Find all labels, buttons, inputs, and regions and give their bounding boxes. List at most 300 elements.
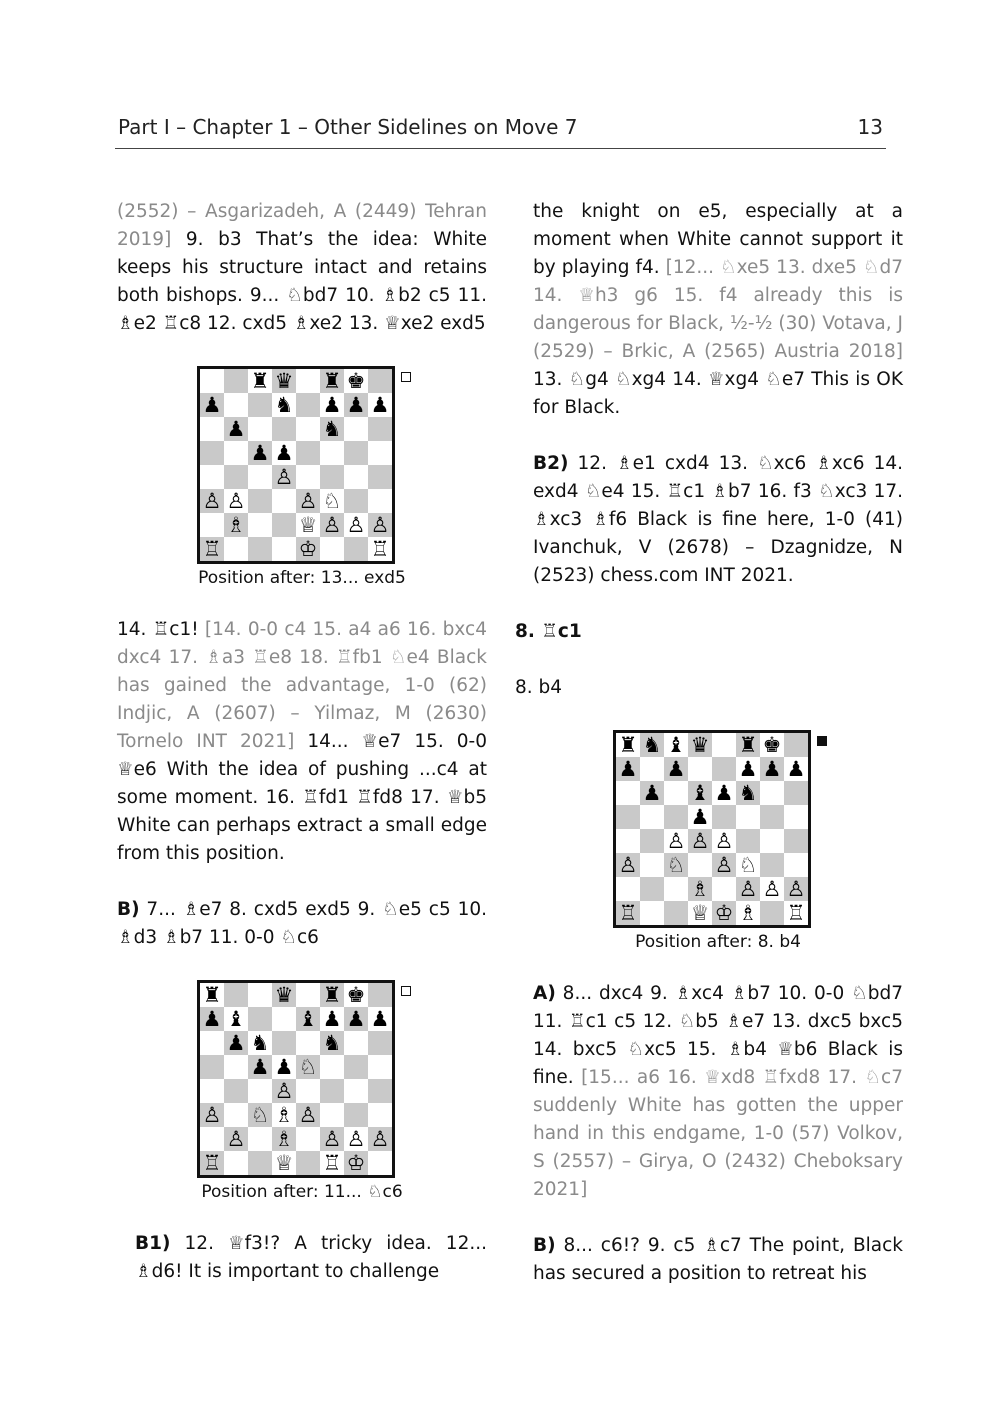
square-c4 — [248, 465, 272, 489]
square-d6 — [272, 1031, 296, 1055]
square-h5 — [368, 1055, 392, 1079]
square-a3 — [616, 853, 640, 877]
black-pawn-icon: ♟ — [738, 757, 758, 781]
square-c7 — [248, 1007, 272, 1031]
white-king-icon: ♔ — [346, 1151, 366, 1175]
square-b3 — [224, 489, 248, 513]
square-h1 — [784, 901, 808, 925]
square-d6 — [688, 781, 712, 805]
label-text: B1) — [135, 1233, 171, 1254]
square-f1 — [736, 901, 760, 925]
square-d5 — [688, 805, 712, 829]
black-pawn-icon: ♟ — [370, 393, 390, 417]
square-e8 — [296, 983, 320, 1007]
square-e5 — [296, 441, 320, 465]
square-f5 — [320, 441, 344, 465]
square-h1 — [368, 1151, 392, 1175]
square-g5 — [344, 1055, 368, 1079]
black-rook-icon: ♜ — [322, 369, 342, 393]
square-e5 — [712, 805, 736, 829]
square-e7 — [296, 393, 320, 417]
square-h2 — [784, 877, 808, 901]
square-c7 — [664, 757, 688, 781]
square-f4 — [320, 465, 344, 489]
square-g4 — [344, 465, 368, 489]
white-rook-icon: ♖ — [202, 537, 222, 561]
square-e6 — [296, 417, 320, 441]
square-e2 — [712, 877, 736, 901]
square-d4 — [688, 829, 712, 853]
square-g5 — [344, 441, 368, 465]
square-b4 — [224, 465, 248, 489]
square-e3 — [712, 853, 736, 877]
square-c1 — [664, 901, 688, 925]
square-b7 — [224, 1007, 248, 1031]
square-e4 — [296, 1079, 320, 1103]
square-h6 — [368, 417, 392, 441]
white-king-icon: ♔ — [714, 901, 734, 925]
white-queen-icon: ♕ — [274, 1151, 294, 1175]
square-d2 — [272, 1127, 296, 1151]
square-c3 — [248, 1103, 272, 1127]
chessboard — [613, 730, 811, 928]
square-d2 — [688, 877, 712, 901]
move-text: 12. ♕f3!? A tricky idea. 12... ♗d6! It is important to challenge — [135, 1233, 487, 1282]
black-rook-icon: ♜ — [202, 983, 222, 1007]
square-c5 — [248, 441, 272, 465]
black-knight-icon: ♞ — [322, 1031, 342, 1055]
running-header — [115, 112, 886, 149]
square-b8 — [224, 983, 248, 1007]
black-pawn-icon: ♟ — [714, 781, 734, 805]
move-text: the knight on e5, especially at a moment when White cannot support it by playing f4. — [533, 201, 903, 278]
square-c1 — [248, 1151, 272, 1175]
square-b6 — [640, 781, 664, 805]
square-f4 — [736, 829, 760, 853]
square-a5 — [200, 1055, 224, 1079]
square-b6 — [224, 417, 248, 441]
square-h2 — [368, 1127, 392, 1151]
square-f2 — [320, 1127, 344, 1151]
square-g5 — [760, 805, 784, 829]
square-f7 — [320, 1007, 344, 1031]
chessboard — [197, 980, 395, 1178]
square-g8 — [344, 369, 368, 393]
square-f8 — [320, 369, 344, 393]
square-g2 — [760, 877, 784, 901]
square-e3 — [296, 489, 320, 513]
square-h2 — [368, 513, 392, 537]
right-column — [515, 198, 904, 1288]
square-a4 — [200, 465, 224, 489]
square-h3 — [784, 853, 808, 877]
black-knight-icon: ♞ — [250, 1031, 270, 1055]
square-b3 — [640, 853, 664, 877]
square-b7 — [224, 393, 248, 417]
square-b5 — [224, 441, 248, 465]
square-g3 — [344, 489, 368, 513]
square-e2 — [296, 513, 320, 537]
white-pawn-icon: ♙ — [298, 1103, 318, 1127]
white-pawn-icon: ♙ — [370, 513, 390, 537]
paragraph — [533, 450, 903, 590]
square-d8 — [688, 733, 712, 757]
square-d7 — [272, 1007, 296, 1031]
square-e6 — [712, 781, 736, 805]
move-text: 7... ♗e7 8. cxd5 exd5 9. ♘e5 c5 10. ♗d3 ♗b7 11. 0-0 ♘c6 — [117, 899, 487, 948]
white-bishop-icon: ♗ — [738, 901, 758, 925]
square-d4 — [272, 1079, 296, 1103]
black-rook-icon: ♜ — [322, 983, 342, 1007]
square-f2 — [320, 513, 344, 537]
square-g4 — [344, 1079, 368, 1103]
square-e5 — [296, 1055, 320, 1079]
black-queen-icon: ♛ — [274, 369, 294, 393]
black-pawn-icon: ♟ — [618, 757, 638, 781]
square-b5 — [224, 1055, 248, 1079]
square-e6 — [296, 1031, 320, 1055]
white-rook-icon: ♖ — [370, 537, 390, 561]
square-f6 — [736, 781, 760, 805]
square-b3 — [224, 1103, 248, 1127]
white-pawn-icon: ♙ — [618, 853, 638, 877]
move-line — [515, 674, 903, 702]
white-bishop-icon: ♗ — [690, 877, 710, 901]
square-g7 — [344, 1007, 368, 1031]
square-g6 — [344, 1031, 368, 1055]
square-a6 — [200, 1031, 224, 1055]
white-pawn-icon: ♙ — [370, 1127, 390, 1151]
square-g3 — [760, 853, 784, 877]
white-rook-icon: ♖ — [786, 901, 806, 925]
black-queen-icon: ♛ — [274, 983, 294, 1007]
black-queen-icon: ♛ — [690, 733, 710, 757]
black-pawn-icon: ♟ — [642, 781, 662, 805]
square-c6 — [248, 1031, 272, 1055]
square-b2 — [224, 513, 248, 537]
black-knight-icon: ♞ — [642, 733, 662, 757]
square-f5 — [736, 805, 760, 829]
left-column — [117, 198, 487, 1286]
white-bishop-icon: ♗ — [226, 513, 246, 537]
square-h1 — [368, 537, 392, 561]
diagram-caption: Position after: 8. b4 — [635, 932, 801, 952]
black-pawn-icon: ♟ — [250, 441, 270, 465]
black-bishop-icon: ♝ — [298, 1007, 318, 1031]
square-b1 — [224, 537, 248, 561]
chessboard — [197, 366, 395, 564]
square-e3 — [296, 1103, 320, 1127]
square-g4 — [760, 829, 784, 853]
variation-text: [12... ♘xe5 13. dxe5 ♘d7 14. ♕h3 g6 15. f4 already this is dangerous for Black, ½-½ (30) Votava, J (2529) – Brkic, A (2565) Austria 2018] — [533, 257, 903, 362]
white-knight-icon: ♘ — [738, 853, 758, 877]
black-pawn-icon: ♟ — [202, 1007, 222, 1031]
square-c2 — [664, 877, 688, 901]
square-g2 — [344, 1127, 368, 1151]
square-c5 — [248, 1055, 272, 1079]
square-c8 — [248, 369, 272, 393]
white-pawn-icon: ♙ — [226, 489, 246, 513]
white-pawn-icon: ♙ — [202, 489, 222, 513]
black-rook-icon: ♜ — [738, 733, 758, 757]
white-knight-icon: ♘ — [666, 853, 686, 877]
square-a5 — [616, 805, 640, 829]
square-f3 — [320, 1103, 344, 1127]
paragraph — [117, 198, 487, 338]
black-king-icon: ♚ — [762, 733, 782, 757]
white-pawn-icon: ♙ — [786, 877, 806, 901]
square-a1 — [200, 1151, 224, 1175]
black-rook-icon: ♜ — [250, 369, 270, 393]
square-h4 — [368, 1079, 392, 1103]
square-a8 — [200, 369, 224, 393]
square-a4 — [200, 1079, 224, 1103]
square-d8 — [272, 369, 296, 393]
square-f8 — [320, 983, 344, 1007]
black-pawn-icon: ♟ — [322, 1007, 342, 1031]
label-text: B2) — [533, 453, 569, 474]
square-e7 — [712, 757, 736, 781]
square-c4 — [248, 1079, 272, 1103]
square-b8 — [640, 733, 664, 757]
black-pawn-icon: ♟ — [226, 1031, 246, 1055]
paragraph — [533, 980, 903, 1204]
square-e2 — [296, 1127, 320, 1151]
square-c1 — [248, 537, 272, 561]
white-knight-icon: ♘ — [298, 1055, 318, 1079]
square-h4 — [368, 465, 392, 489]
square-c7 — [248, 393, 272, 417]
white-pawn-icon: ♙ — [714, 853, 734, 877]
white-pawn-icon: ♙ — [298, 489, 318, 513]
square-d1 — [272, 537, 296, 561]
square-h5 — [368, 441, 392, 465]
white-bishop-icon: ♗ — [274, 1103, 294, 1127]
white-pawn-icon: ♙ — [202, 1103, 222, 1127]
white-pawn-icon: ♙ — [274, 465, 294, 489]
square-b4 — [640, 829, 664, 853]
square-d2 — [272, 513, 296, 537]
white-knight-icon: ♘ — [322, 489, 342, 513]
black-pawn-icon: ♟ — [786, 757, 806, 781]
label-text: B) — [533, 1235, 556, 1256]
square-h6 — [368, 1031, 392, 1055]
square-f1 — [320, 1151, 344, 1175]
square-b4 — [224, 1079, 248, 1103]
square-g8 — [344, 983, 368, 1007]
square-f3 — [736, 853, 760, 877]
black-pawn-icon: ♟ — [274, 441, 294, 465]
square-h6 — [784, 781, 808, 805]
square-h8 — [368, 983, 392, 1007]
square-c6 — [664, 781, 688, 805]
square-a5 — [200, 441, 224, 465]
diagram-caption: Position after: 13... exd5 — [198, 568, 406, 588]
square-e8 — [712, 733, 736, 757]
square-e4 — [296, 465, 320, 489]
white-rook-icon: ♖ — [322, 1151, 342, 1175]
black-pawn-icon: ♟ — [322, 393, 342, 417]
move-text: 9. b3 That’s the idea: White keeps his structure intact and retains both bishops. 9... ♘bd7 10. ♗b2 c5 11. ♗e2 ♖c8 12. cxd5 ♗xe2 13. ♕xe2 exd5 — [117, 229, 487, 334]
square-g1 — [760, 901, 784, 925]
square-g6 — [760, 781, 784, 805]
square-d3 — [272, 1103, 296, 1127]
square-b2 — [640, 877, 664, 901]
square-d5 — [272, 1055, 296, 1079]
square-f3 — [320, 489, 344, 513]
black-rook-icon: ♜ — [618, 733, 638, 757]
black-pawn-icon: ♟ — [690, 805, 710, 829]
square-g7 — [344, 393, 368, 417]
variation-text: [15... a6 16. ♕xd8 ♖fxd8 17. ♘c7 suddenly White has gotten the upper hand in this endgame, 1-0 (57) Volkov, S (2557) – Girya, O (2432) Cheboksary 2021] — [533, 1067, 904, 1200]
square-d1 — [272, 1151, 296, 1175]
square-c5 — [664, 805, 688, 829]
square-c8 — [664, 733, 688, 757]
square-a7 — [200, 1007, 224, 1031]
square-g8 — [760, 733, 784, 757]
square-c3 — [664, 853, 688, 877]
label-text: 8. ♖c1 — [515, 621, 582, 642]
square-f6 — [320, 417, 344, 441]
square-c3 — [248, 489, 272, 513]
paragraph — [117, 616, 487, 868]
move-text: 13. ♘g4 ♘xg4 14. ♕xg4 ♘e7 This is OK for Black. — [533, 369, 903, 418]
square-g1 — [344, 1151, 368, 1175]
square-b2 — [224, 1127, 248, 1151]
square-f7 — [320, 393, 344, 417]
page-number: 13 — [857, 115, 883, 139]
square-a3 — [200, 489, 224, 513]
square-b1 — [224, 1151, 248, 1175]
paragraph — [135, 1230, 487, 1286]
move-text: 14. ♖c1! — [117, 619, 205, 640]
black-pawn-icon: ♟ — [250, 1055, 270, 1079]
variation-text: [14. 0-0 c4 15. a4 a6 16. bxc4 dxc4 17. ♗a3 ♖e8 18. ♖fb1 ♘e4 Black has gained the advantage, 1-0 (62) Indjic, A (2607) – Yilmaz, M (2630) Tornelo INT 2021] — [117, 619, 487, 752]
square-b5 — [640, 805, 664, 829]
square-c4 — [664, 829, 688, 853]
square-f5 — [320, 1055, 344, 1079]
white-queen-icon: ♕ — [690, 901, 710, 925]
black-pawn-icon: ♟ — [370, 1007, 390, 1031]
white-rook-icon: ♖ — [618, 901, 638, 925]
white-pawn-icon: ♙ — [714, 829, 734, 853]
white-pawn-icon: ♙ — [346, 513, 366, 537]
square-a8 — [616, 733, 640, 757]
move-heading — [515, 618, 903, 646]
square-b8 — [224, 369, 248, 393]
square-e1 — [712, 901, 736, 925]
move-text: 12. ♗e1 cxd4 13. ♘xc6 ♗xc6 14. exd4 ♘e4 15. ♖c1 ♗b7 16. f3 ♘xc3 17. ♗xc3 ♗f6 Black is fine here, 1-0 (41) Ivanchuk, V (2678) – Dzagnidze, N (2523) chess.com INT 2021. — [533, 453, 903, 586]
black-pawn-icon: ♟ — [666, 757, 686, 781]
square-c2 — [248, 1127, 272, 1151]
square-d8 — [272, 983, 296, 1007]
square-h7 — [368, 393, 392, 417]
square-a7 — [200, 393, 224, 417]
black-bishop-icon: ♝ — [226, 1007, 246, 1031]
diagram-caption: Position after: 11... ♘c6 — [201, 1182, 403, 1202]
white-bishop-icon: ♗ — [274, 1127, 294, 1151]
black-pawn-icon: ♟ — [762, 757, 782, 781]
square-a2 — [200, 513, 224, 537]
square-h3 — [368, 1103, 392, 1127]
black-pawn-icon: ♟ — [274, 1055, 294, 1079]
square-f4 — [320, 1079, 344, 1103]
square-f2 — [736, 877, 760, 901]
square-c2 — [248, 513, 272, 537]
white-pawn-icon: ♙ — [322, 1127, 342, 1151]
square-h7 — [368, 1007, 392, 1031]
square-a3 — [200, 1103, 224, 1127]
chess-diagram — [197, 980, 407, 1202]
square-a6 — [200, 417, 224, 441]
white-rook-icon: ♖ — [202, 1151, 222, 1175]
square-h7 — [784, 757, 808, 781]
white-pawn-icon: ♙ — [762, 877, 782, 901]
square-a4 — [616, 829, 640, 853]
paragraph — [117, 896, 487, 952]
square-g7 — [760, 757, 784, 781]
label-text: B) — [117, 899, 140, 920]
label-text: A) — [533, 983, 556, 1004]
chess-diagram — [197, 366, 407, 588]
square-d4 — [272, 465, 296, 489]
side-to-move-icon — [817, 736, 827, 746]
square-d3 — [272, 489, 296, 513]
square-b6 — [224, 1031, 248, 1055]
square-d7 — [272, 393, 296, 417]
variation-text: (2552) – Asgarizadeh, A (2449) Tehran 2019] — [117, 201, 487, 250]
black-pawn-icon: ♟ — [346, 1007, 366, 1031]
white-pawn-icon: ♙ — [666, 829, 686, 853]
square-b7 — [640, 757, 664, 781]
black-bishop-icon: ♝ — [666, 733, 686, 757]
square-d6 — [272, 417, 296, 441]
square-h5 — [784, 805, 808, 829]
side-to-move-icon — [401, 372, 411, 382]
white-knight-icon: ♘ — [250, 1103, 270, 1127]
white-pawn-icon: ♙ — [226, 1127, 246, 1151]
white-queen-icon: ♕ — [298, 513, 318, 537]
black-pawn-icon: ♟ — [226, 417, 246, 441]
square-g2 — [344, 513, 368, 537]
black-knight-icon: ♞ — [738, 781, 758, 805]
black-knight-icon: ♞ — [274, 393, 294, 417]
white-pawn-icon: ♙ — [346, 1127, 366, 1151]
square-f8 — [736, 733, 760, 757]
square-g6 — [344, 417, 368, 441]
square-d7 — [688, 757, 712, 781]
square-g1 — [344, 537, 368, 561]
paragraph — [533, 1232, 903, 1288]
square-e7 — [296, 1007, 320, 1031]
paragraph — [533, 198, 903, 422]
square-b1 — [640, 901, 664, 925]
white-pawn-icon: ♙ — [322, 513, 342, 537]
square-e8 — [296, 369, 320, 393]
square-h8 — [784, 733, 808, 757]
square-f6 — [320, 1031, 344, 1055]
square-c6 — [248, 417, 272, 441]
square-d5 — [272, 441, 296, 465]
square-a6 — [616, 781, 640, 805]
chapter-title: Part I – Chapter 1 – Other Sidelines on Move 7 — [118, 115, 578, 139]
square-h3 — [368, 489, 392, 513]
black-pawn-icon: ♟ — [346, 393, 366, 417]
black-king-icon: ♚ — [346, 369, 366, 393]
move-text: 8... c6!? 9. c5 ♗c7 The point, Black has secured a position to retreat his — [533, 1235, 903, 1284]
square-e1 — [296, 537, 320, 561]
move-text: 14... ♕e7 15. 0-0 ♕e6 With the idea of pushing ...c4 at some moment. 16. ♖fd1 ♖fd8 17. ♕b5 White can perhaps extract a small edge from this position. — [117, 731, 487, 864]
